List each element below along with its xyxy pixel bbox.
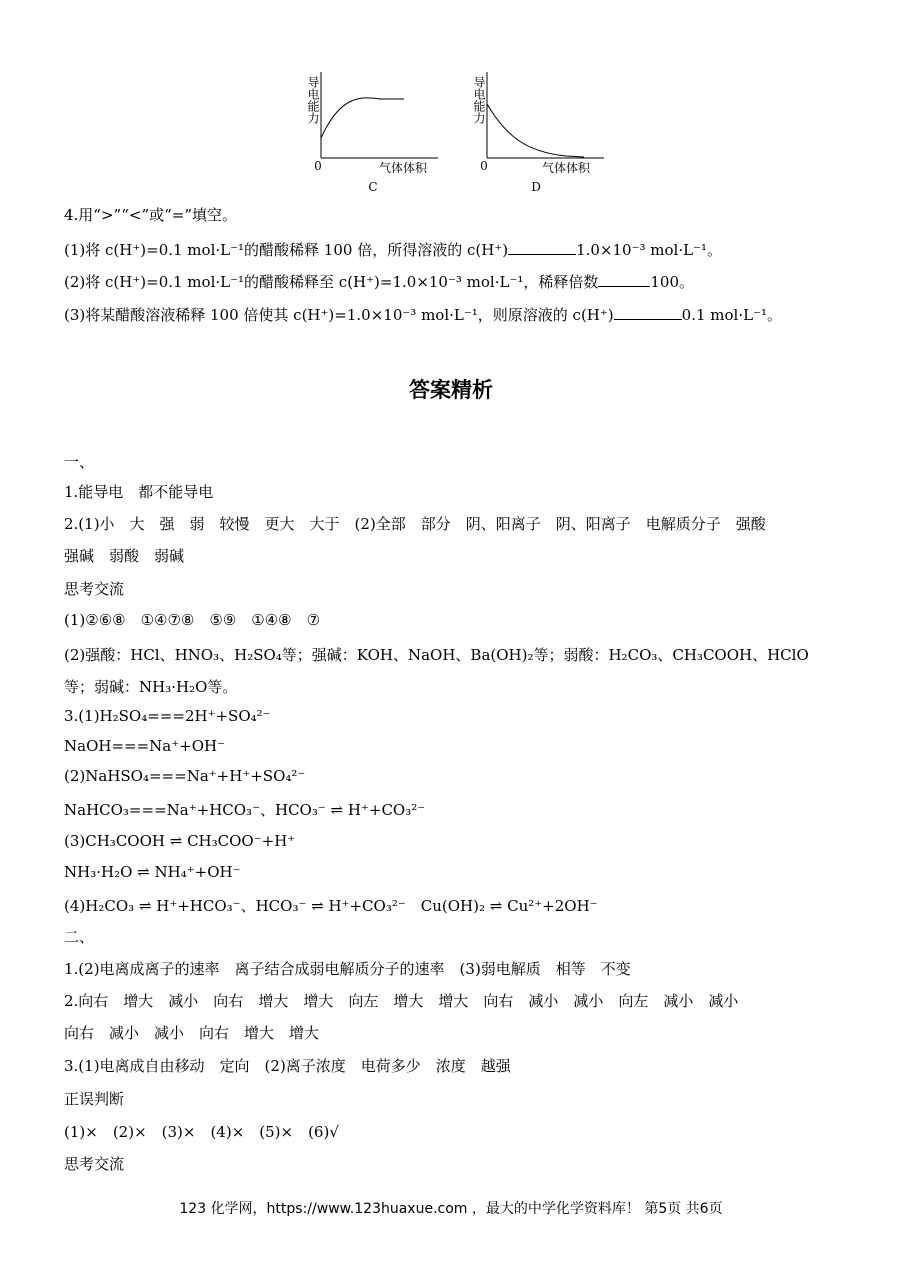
graph-d-ylabel: 导电能力 — [472, 76, 486, 124]
graph-d-xlabel: 气体体积 — [541, 161, 591, 175]
graph-c — [300, 66, 440, 196]
q4-part3-text: (3)将某醋酸溶液稀释 100 倍使其 c(H⁺)=1.0×10⁻³ mol·L⁻¹，则原溶液的 c(H⁺) — [64, 306, 614, 324]
answer-b2-line2: 向右 减小 减小 向右 增大 增大 — [64, 1024, 320, 1042]
think-1: (1)②⑥⑧ ①④⑦⑧ ⑤⑨ ①④⑧ ⑦ — [64, 611, 321, 629]
graph-d-curve — [487, 104, 584, 157]
equation-2: NaOH===Na⁺+OH⁻ — [64, 737, 226, 755]
graph-d-origin: 0 — [480, 159, 488, 173]
section-2-heading: 二、 — [64, 928, 95, 946]
graph-c-curve — [321, 98, 404, 138]
q4-stem: 4.用“>”“<”或“=”填空。 — [64, 206, 238, 224]
equation-1: 3.(1)H₂SO₄===2H⁺+SO₄²⁻ — [64, 707, 271, 725]
answer-1: 1.能导电 都不能导电 — [64, 483, 214, 501]
graph-c-ylabel: 导电能力 — [306, 76, 320, 124]
q4-part3-tail: 0.1 mol·L⁻¹。 — [681, 306, 782, 324]
think-2-line2: 等；弱碱：NH₃·H₂O等。 — [64, 678, 238, 696]
think-2-line1: (2)强酸：HCl、HNO₃、H₂SO₄等；强碱：KOH、NaOH、Ba(OH)₂等；弱酸：H₂CO₃、CH₃COOH、HClO — [64, 646, 809, 664]
equation-3: (2)NaHSO₄===Na⁺+H⁺+SO₄²⁻ — [64, 767, 306, 785]
answer-b1: 1.(2)电离成离子的速率 离子结合成弱电解质分子的速率 (3)弱电解质 相等 不变 — [64, 960, 631, 978]
q4-part2-blank[interactable] — [598, 272, 650, 287]
equation-4: NaHCO₃===Na⁺+HCO₃⁻、HCO₃⁻ ⇌ H⁺+CO₃²⁻ — [64, 801, 426, 819]
answer-b3: 3.(1)电离成自由移动 定向 (2)离子浓度 电荷多少 浓度 越强 — [64, 1057, 511, 1075]
answer-2-line2: 强碱 弱酸 弱碱 — [64, 547, 185, 565]
equation-5: (3)CH₃COOH ⇌ CH₃COO⁻+H⁺ — [64, 832, 296, 850]
answer-b2-line1: 2.向右 增大 减小 向右 增大 增大 向左 增大 增大 向右 减小 减小 向左 减小 减小 — [64, 992, 739, 1010]
judge-answers: (1)× (2)× (3)× (4)× (5)× (6)√ — [64, 1123, 339, 1141]
graph-c-origin: 0 — [314, 159, 322, 173]
equation-6: NH₃·H₂O ⇌ NH₄⁺+OH⁻ — [64, 863, 241, 881]
q4-part3-blank[interactable] — [614, 305, 682, 320]
graph-d — [466, 66, 606, 196]
section-1-heading: 一、 — [64, 453, 95, 471]
graph-d-caption: D — [531, 180, 541, 194]
graph-c-caption: C — [368, 180, 378, 194]
equation-7: (4)H₂CO₃ ⇌ H⁺+HCO₃⁻、HCO₃⁻ ⇌ H⁺+CO₃²⁻ Cu(OH)₂ ⇌ Cu²⁺+2OH⁻ — [64, 897, 598, 915]
q4-part1 — [64, 239, 722, 260]
think-heading-2: 思考交流 — [64, 1155, 125, 1173]
q4-part2 — [64, 271, 694, 292]
think-heading-1: 思考交流 — [64, 580, 125, 598]
answer-title: 答案精析 — [409, 377, 493, 402]
answer-2-line1: 2.(1)小 大 强 弱 较慢 更大 大于 (2)全部 部分 阴、阳离子 阴、阳离子 电解质分子 强酸 — [64, 515, 766, 533]
q4-part2-tail: 100。 — [650, 273, 695, 291]
judge-heading: 正误判断 — [64, 1090, 125, 1108]
q4-part1-blank[interactable] — [508, 240, 576, 255]
q4-part2-text: (2)将 c(H⁺)=0.1 mol·L⁻¹的醋酸稀释至 c(H⁺)=1.0×10⁻³ mol·L⁻¹，稀释倍数 — [64, 273, 599, 291]
q4-part3 — [64, 304, 782, 325]
q4-part1-text: (1)将 c(H⁺)=0.1 mol·L⁻¹的醋酸稀释 100 倍，所得溶液的 c(H⁺) — [64, 241, 509, 259]
q4-part1-tail: 1.0×10⁻³ mol·L⁻¹。 — [576, 241, 722, 259]
page-footer: 123 化学网，https://www.123huaxue.com ，最大的中学化学资料库！ 第5页 共6页 — [179, 1201, 723, 1217]
graph-c-xlabel: 气体体积 — [378, 161, 428, 175]
